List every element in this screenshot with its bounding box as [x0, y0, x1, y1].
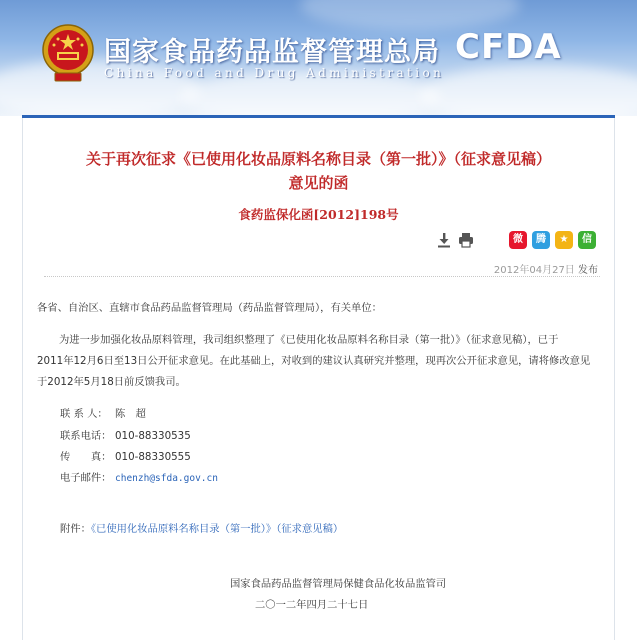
contact-email-link[interactable]: chenzh@sfda.gov.cn — [115, 473, 218, 484]
qzone-star-icon[interactable]: ★ — [555, 231, 573, 249]
contact-person — [60, 405, 146, 420]
header-banner — [0, 0, 637, 116]
cloud-decoration — [300, 0, 520, 30]
download-icon[interactable] — [436, 232, 452, 248]
site-title-en: China Food and Drug Administration — [104, 66, 445, 80]
document-number: 食药监保化函[2012]198号 — [238, 207, 399, 222]
salutation: 各省、自治区、直辖市食品药品监督管理局（药品监督管理局），有关单位： — [37, 302, 382, 314]
document-title-line1: 关于再次征求《已使用化妆品原料名称目录（第一批）》（征求意见稿） — [85, 150, 551, 168]
publish-date-bar — [44, 253, 600, 277]
contact-person-value: 陈 超 — [115, 408, 146, 420]
wechat-icon[interactable]: 信 — [578, 231, 596, 249]
contact-phone — [60, 427, 191, 442]
national-emblem-icon — [41, 23, 95, 85]
print-icon[interactable] — [458, 232, 474, 248]
paragraph-line: 于2012年5月18日前反馈我司。 — [37, 376, 186, 388]
contact-phone-value: 010-88330535 — [115, 430, 191, 442]
contact-fax — [60, 448, 191, 463]
contact-fax-value: 010-88330555 — [115, 451, 191, 463]
attachment-label: 附件： — [60, 523, 91, 535]
paragraph-line: 为进一步加强化妆品原料管理，我司组织整理了《已使用化妆品原料名称目录（第一批）》（征求意见稿），已于 — [59, 334, 559, 346]
contact-email — [60, 469, 218, 484]
contact-person-label: 联 系 人： — [60, 408, 108, 420]
cfda-logo[interactable]: CFDA — [455, 27, 562, 67]
publish-date — [494, 261, 598, 276]
cloud-decoration — [420, 65, 637, 116]
signature-date: 二〇一二年四月二十七日 — [255, 599, 369, 611]
signature-department: 国家食品药品监督管理局保健食品化妆品监管司 — [230, 578, 447, 590]
weibo-icon[interactable]: 微 — [509, 231, 527, 249]
attachment — [60, 520, 343, 535]
contact-email-label: 电子邮件： — [60, 472, 112, 484]
attachment-link[interactable]: 《已使用化妆品原料名称目录（第一批）》（征求意见稿） — [90, 523, 344, 535]
site-title-cn: 国家食品药品监督管理总局 — [104, 37, 440, 68]
publish-date-value: 2012年04月27日 — [493, 265, 575, 276]
contact-phone-label: 联系电话： — [60, 430, 112, 442]
paragraph-line: 2011年12月6日至13日公开征求意见。在此基础上，对收到的建议认真研究并整理，现再次公开征求意见，请将修改意见 — [37, 355, 591, 367]
document-title-line2: 意见的函 — [288, 174, 349, 192]
tencent-weibo-icon[interactable]: 腾 — [532, 231, 550, 249]
publish-label: 发布 — [578, 265, 598, 276]
contact-fax-label: 传 真： — [60, 451, 112, 463]
